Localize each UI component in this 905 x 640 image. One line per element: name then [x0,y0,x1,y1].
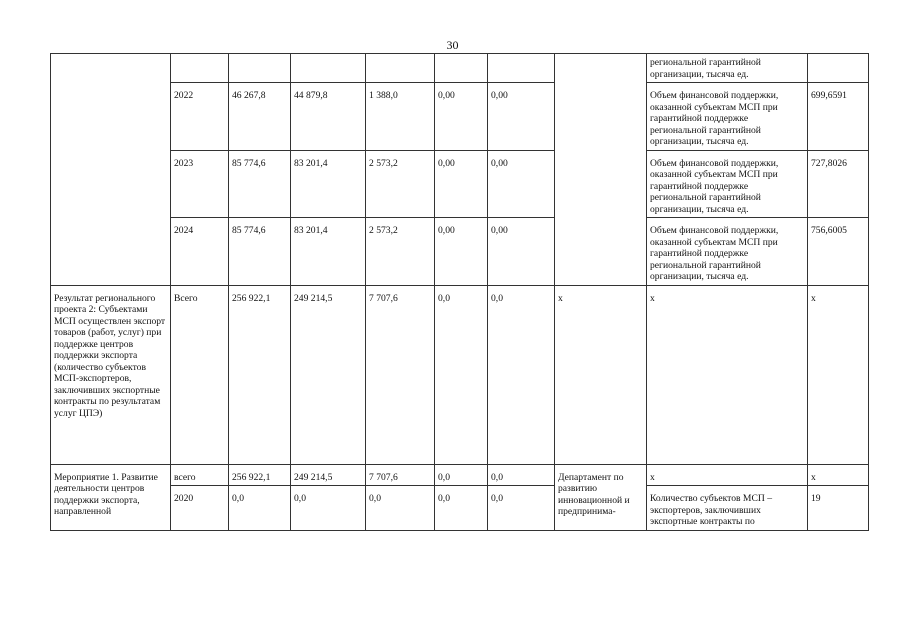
indicator-cell: Объем финансовой поддержки, оказанной субъектам МСП при гарантийной поддержке региональной гарантийной организации, тысяча ед. [647,150,808,218]
col4-cell [435,54,488,83]
col3-cell: 7 707,6 [366,285,435,464]
event-name-cell: Мероприятие 1. Развитие деятельности центров поддержки экспорта, направленной [51,464,171,530]
col5-cell [488,54,555,83]
table-row [51,83,869,151]
col4-cell: 0,0 [435,464,488,486]
indicator-cell: региональной гарантийной организации, тысяча ед. [647,54,808,83]
total-cell: 85 774,6 [229,218,291,286]
total-cell: 85 774,6 [229,150,291,218]
col4-cell: 0,0 [435,285,488,464]
col2-cell: 249 214,5 [291,285,366,464]
page-number: 30 [446,38,459,52]
responsible-cell [555,54,647,286]
col3-cell: 2 573,2 [366,150,435,218]
name-cell [51,54,171,286]
total-cell: 46 267,8 [229,83,291,151]
result-name-cell: Результат регионального проекта 2: Субъектами МСП осуществлен экспорт товаров (работ, услуг) при поддержке центров поддержки экспорта (количество субъектов МСП-экспортеров, заключивших экспортные контракты по результатам услуг ЦПЭ) [51,285,171,464]
col2-cell [291,54,366,83]
value-cell: 756,6005 [808,218,869,286]
indicator-cell: Объем финансовой поддержки, оказанной субъектам МСП при гарантийной поддержке региональной гарантийной организации, тысяча ед. [647,83,808,151]
col5-cell: 0,00 [488,150,555,218]
col2-cell: 44 879,8 [291,83,366,151]
indicator-cell: х [647,464,808,486]
col2-cell: 83 201,4 [291,218,366,286]
col5-cell: 0,0 [488,486,555,531]
col4-cell: 0,00 [435,83,488,151]
table-row [51,486,869,531]
value-cell: х [808,285,869,464]
value-cell: х [808,464,869,486]
col2-cell: 249 214,5 [291,464,366,486]
value-cell: 699,6591 [808,83,869,151]
col5-cell: 0,00 [488,83,555,151]
year-cell [171,54,229,83]
year-cell: всего [171,464,229,486]
col4-cell: 0,00 [435,218,488,286]
table-row [51,285,869,464]
table-row [51,464,869,486]
budget-table [50,53,869,531]
col5-cell: 0,00 [488,218,555,286]
value-cell: 727,8026 [808,150,869,218]
responsible-cell: х [555,285,647,464]
indicator-cell: Объем финансовой поддержки, оказанной субъектам МСП при гарантийной поддержке региональной гарантийной организации, тысяча ед. [647,218,808,286]
year-cell: 2023 [171,150,229,218]
total-cell: 0,0 [229,486,291,531]
col2-cell: 83 201,4 [291,150,366,218]
value-cell: 19 [808,486,869,531]
col3-cell: 1 388,0 [366,83,435,151]
col4-cell: 0,0 [435,486,488,531]
year-cell: 2020 [171,486,229,531]
col4-cell: 0,00 [435,150,488,218]
total-cell [229,54,291,83]
col3-cell [366,54,435,83]
indicator-cell: х [647,285,808,464]
col3-cell: 7 707,6 [366,464,435,486]
year-cell: 2022 [171,83,229,151]
total-cell: 256 922,1 [229,464,291,486]
table-row [51,54,869,83]
value-cell [808,54,869,83]
col2-cell: 0,0 [291,486,366,531]
total-cell: 256 922,1 [229,285,291,464]
col3-cell: 0,0 [366,486,435,531]
responsible-cell: Департамент по развитию инновационной и предпринима- [555,464,647,530]
indicator-cell: Количество субъектов МСП – экспортеров, заключивших экспортные контракты по [647,486,808,531]
table-row [51,218,869,286]
col5-cell: 0,0 [488,285,555,464]
year-cell: Всего [171,285,229,464]
col5-cell: 0,0 [488,464,555,486]
year-cell: 2024 [171,218,229,286]
col3-cell: 2 573,2 [366,218,435,286]
table-row [51,150,869,218]
